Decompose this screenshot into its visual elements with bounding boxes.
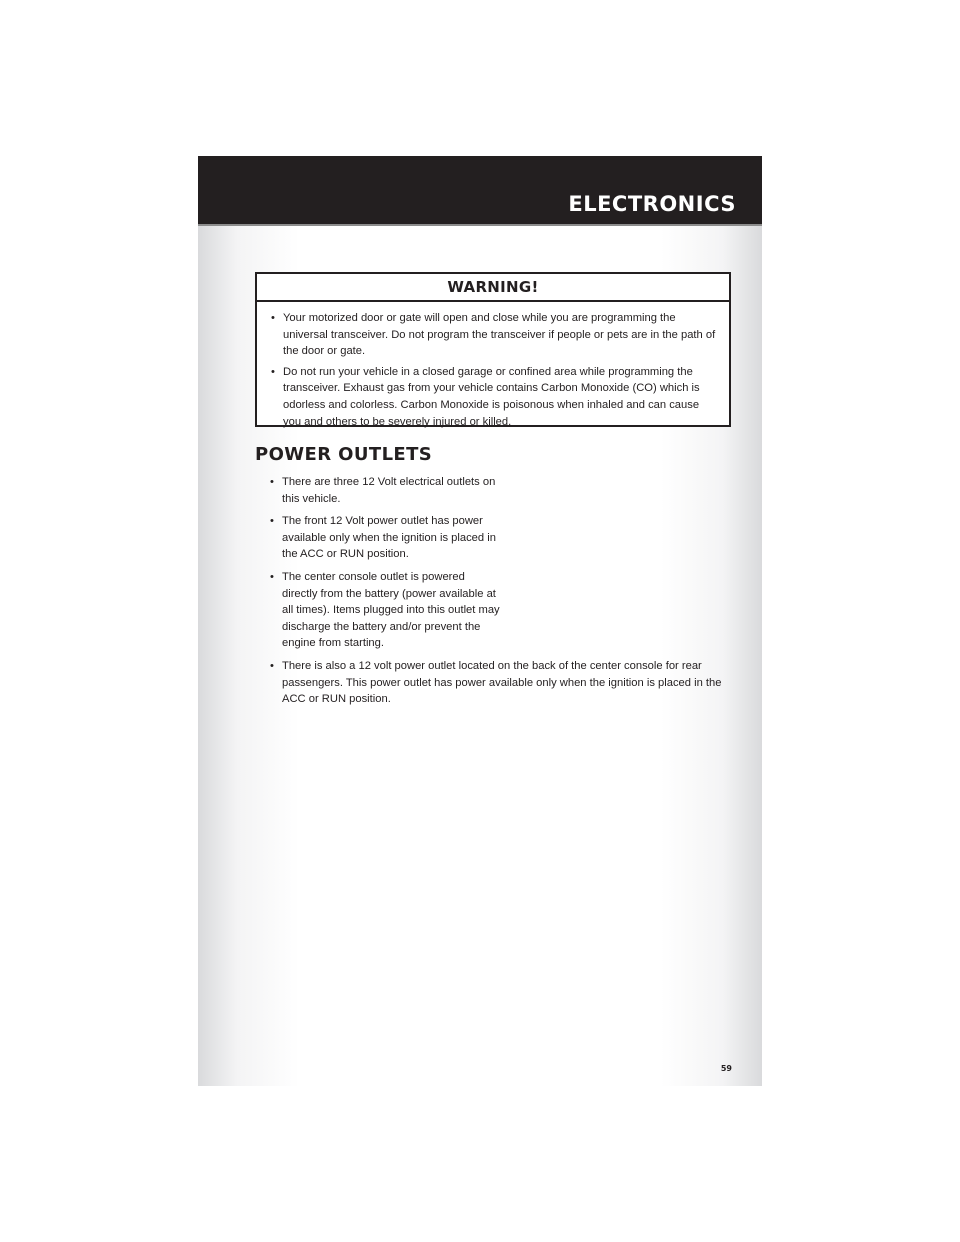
section-title: ELECTRONICS [568, 192, 736, 216]
list-item: • There is also a 12 volt power outlet located on the back of the center console for rear passengers. This power outlet has power available only when the ignition is placed in the ACC or RUN position. [270, 658, 732, 708]
manual-page [198, 156, 762, 1086]
list-item: • The center console outlet is powered directly from the battery (power available at all times). Items plugged into this outlet may discharge the battery and/or prevent the engine from starting. [270, 569, 500, 652]
list-item: • There are three 12 Volt electrical outlets on this vehicle. [270, 474, 500, 507]
power-outlets-list [270, 474, 500, 658]
warning-item: • Your motorized door or gate will open and close while you are programming the universal transceiver. Do not program the transceiver if people or pets are in the path of the door or gate. [271, 310, 719, 360]
section-header-bar [198, 156, 762, 224]
warning-title: WARNING! [257, 274, 729, 302]
list-item: • The front 12 Volt power outlet has power available only when the ignition is placed in the ACC or RUN position. [270, 513, 500, 563]
warning-item: • Do not run your vehicle in a closed garage or confined area while programming the transceiver. Exhaust gas from your vehicle contains Carbon Monoxide (CO) which is odorless and colorless. Carbon Monoxide is poisonous when inhaled and can cause you and others to be severely injured or killed. [271, 364, 719, 430]
page-number: 59 [720, 1064, 732, 1073]
power-outlets-heading: POWER OUTLETS [255, 444, 433, 465]
warning-box [255, 272, 731, 427]
power-outlets-extra-list [270, 658, 732, 708]
warning-list [257, 302, 729, 430]
